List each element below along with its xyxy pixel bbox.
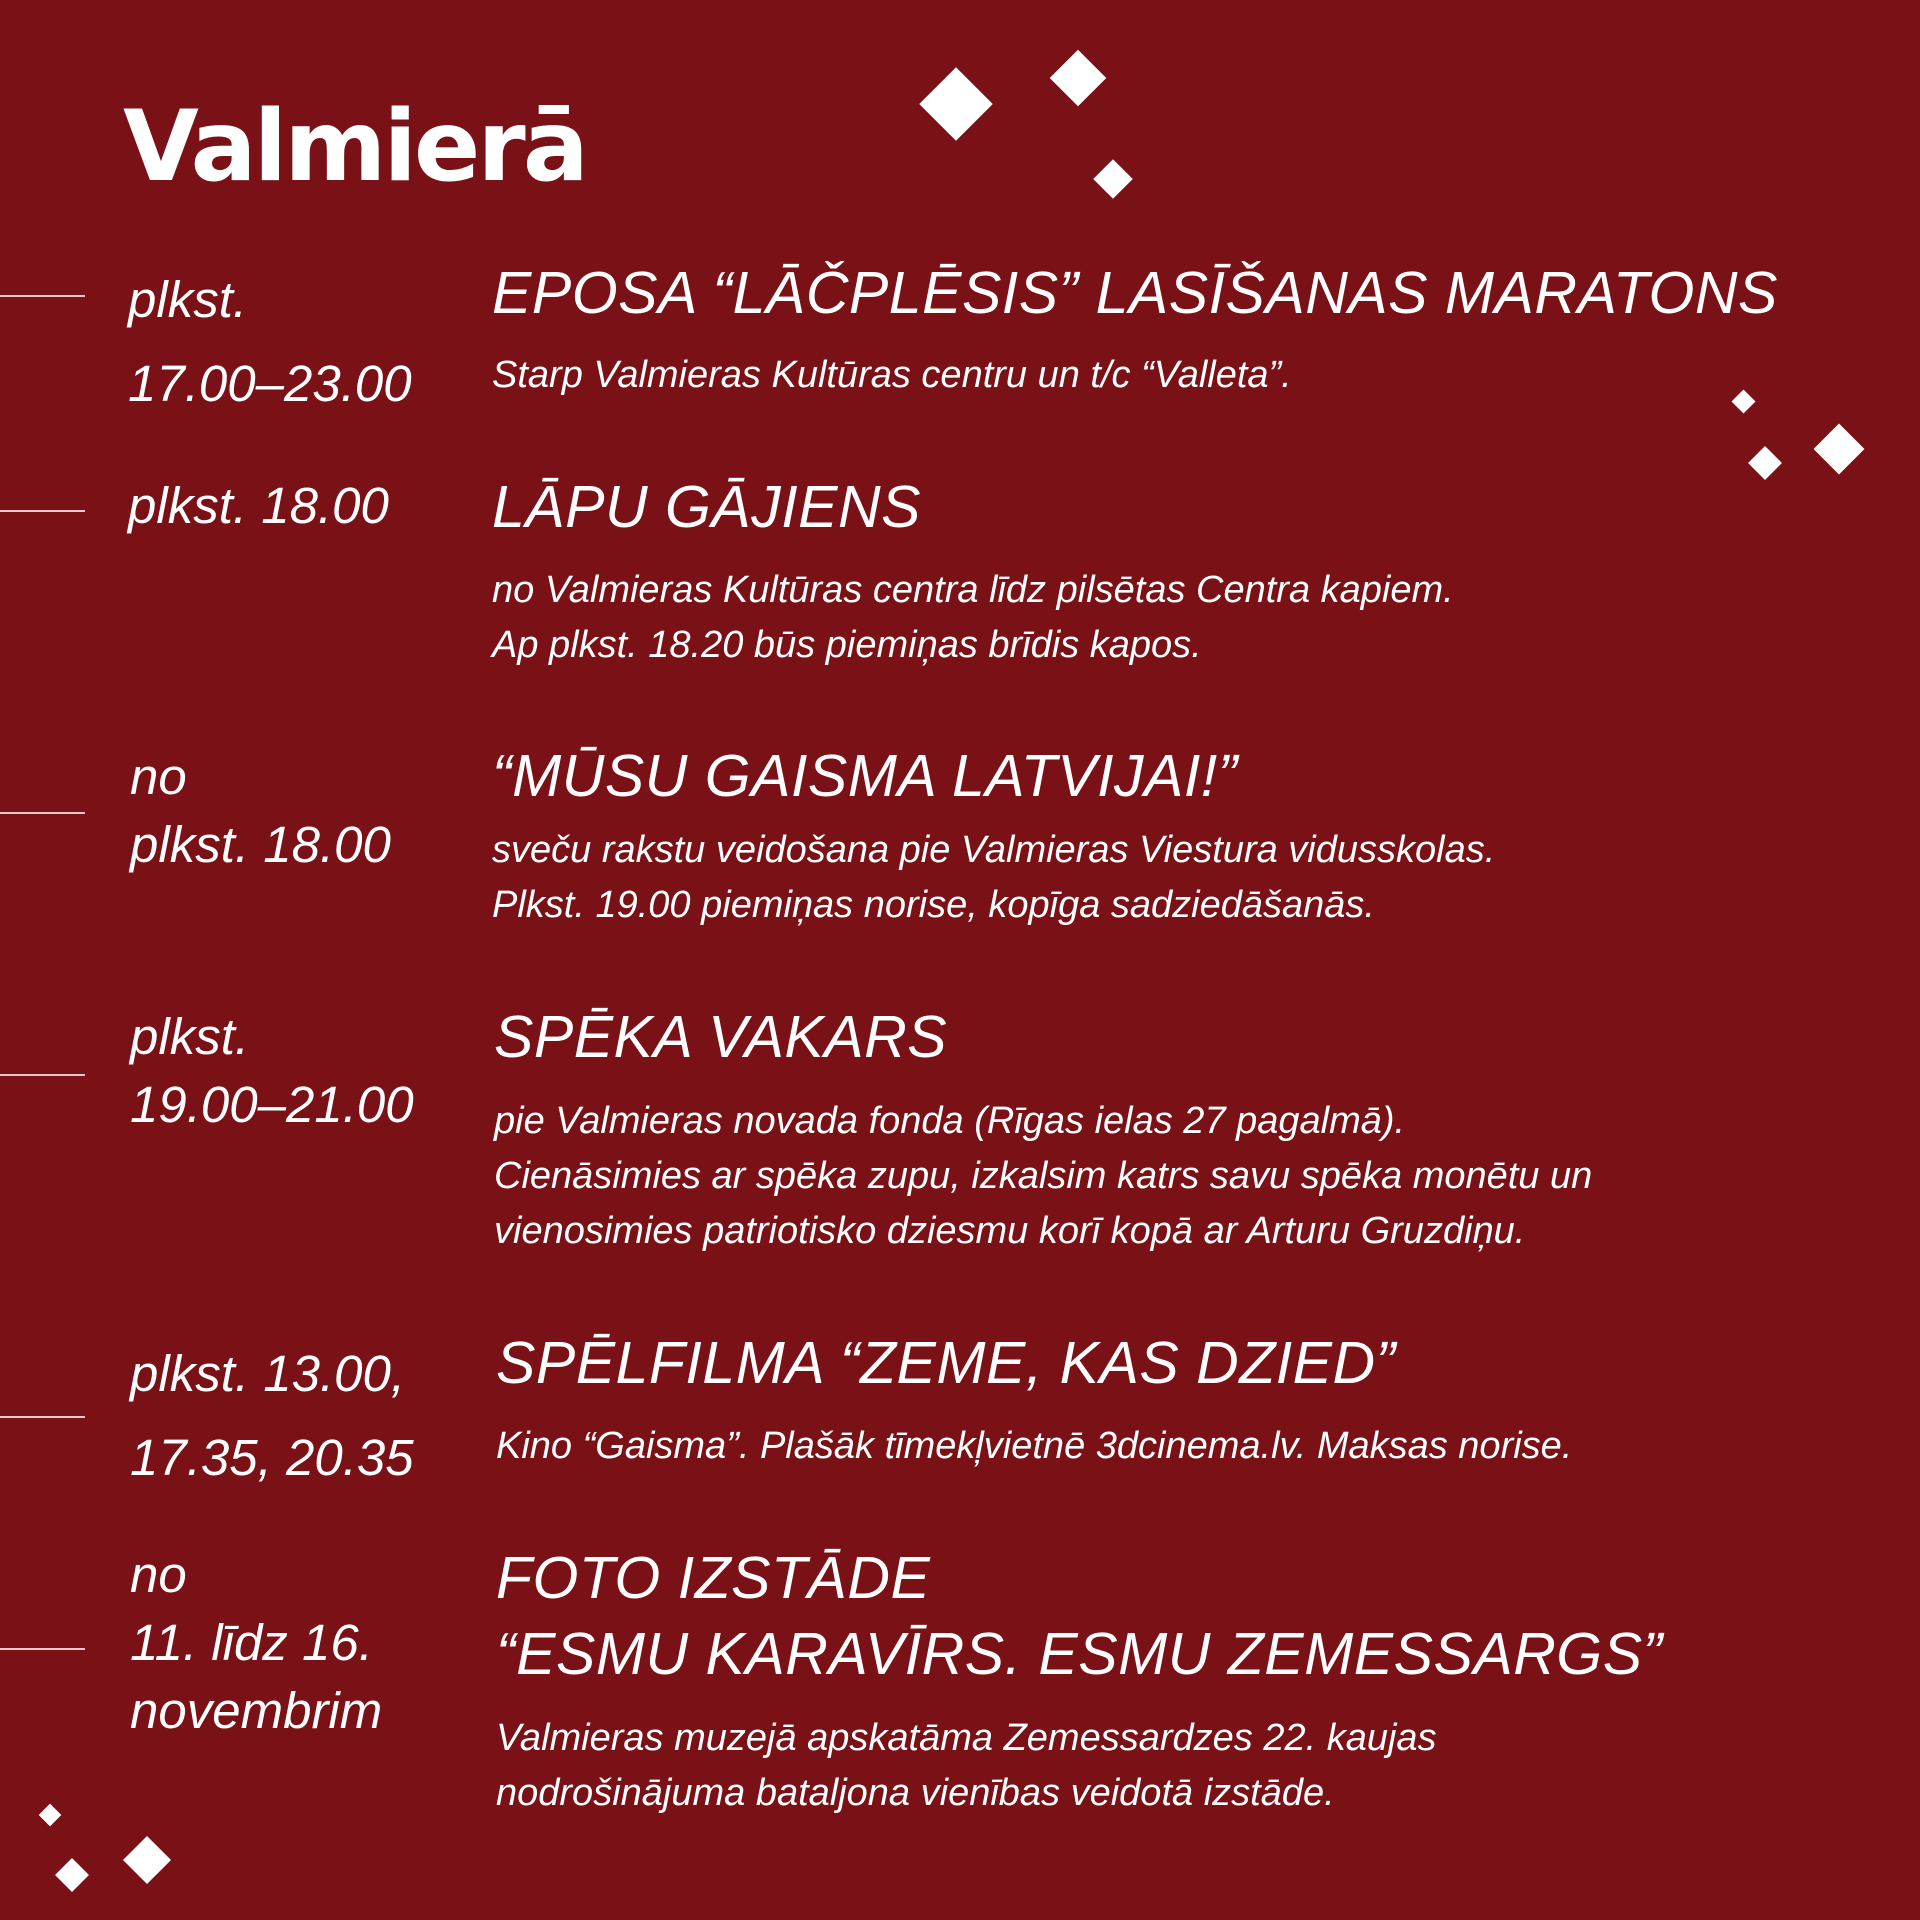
divider-line xyxy=(0,1416,85,1418)
diamond-decoration xyxy=(55,1858,89,1892)
event-time: no plkst. 18.00 xyxy=(130,748,391,873)
diamond-decoration xyxy=(123,1836,171,1884)
diamond-decoration xyxy=(1050,50,1107,107)
event-title: SPĒLFILMA “ZEME, KAS DZIED” xyxy=(496,1330,1396,1396)
event-title: EPOSA “LĀČPLĒSIS” LASĪŠANAS MARATONS xyxy=(492,260,1778,326)
event-title: SPĒKA VAKARS xyxy=(494,1004,948,1070)
diamond-decoration xyxy=(1093,159,1133,199)
event-time: plkst. 18.00 xyxy=(128,477,389,534)
divider-line xyxy=(0,1648,85,1650)
divider-line xyxy=(0,1074,85,1076)
page-title: Valmierā xyxy=(123,90,586,204)
event-description: Valmieras muzejā apskatāma Zemessardzes 22. kaujas nodrošinājuma bataljona vienības veidotā izstāde. xyxy=(496,1717,1437,1814)
event-time: plkst. 13.00, 17.35, 20.35 xyxy=(130,1345,414,1486)
event-time: plkst. 17.00–23.00 xyxy=(128,271,412,412)
divider-line xyxy=(0,812,85,814)
event-description: Starp Valmieras Kultūras centru un t/c “Valleta”. xyxy=(492,354,1292,396)
event-description: no Valmieras Kultūras centra līdz pilsētas Centra kapiem. Ap plkst. 18.20 būs piemiņas brīdis kapos. xyxy=(492,569,1454,666)
event-title: LĀPU GĀJIENS xyxy=(492,474,921,540)
event-time: plkst. 19.00–21.00 xyxy=(130,1008,414,1133)
event-title: “MŪSU GAISMA LATVIJAI!” xyxy=(492,743,1238,809)
diamond-decoration xyxy=(919,67,993,141)
divider-line xyxy=(0,510,85,512)
diamond-decoration xyxy=(1814,424,1865,475)
divider-line xyxy=(0,295,85,297)
event-description: pie Valmieras novada fonda (Rīgas ielas 27 pagalmā). Cienāsimies ar spēka zupu, izkalsim katrs savu spēka monētu un vienosimies patriotisko dziesmu korī kopā ar Arturu Gruzdiņu. xyxy=(494,1100,1593,1252)
event-description: Kino “Gaisma”. Plašāk tīmekļvietnē 3dcinema.lv. Maksas norise. xyxy=(496,1425,1573,1467)
diamond-decoration xyxy=(39,1804,62,1827)
event-time: no 11. līdz 16. novembrim xyxy=(130,1546,383,1739)
event-description: sveču rakstu veidošana pie Valmieras Viestura vidusskolas. Plkst. 19.00 piemiņas norise, kopīga sadziedāšanās. xyxy=(492,829,1496,926)
event-title: FOTO IZSTĀDE “ESMU KARAVĪRS. ESMU ZEMESSARGS” xyxy=(496,1545,1663,1687)
